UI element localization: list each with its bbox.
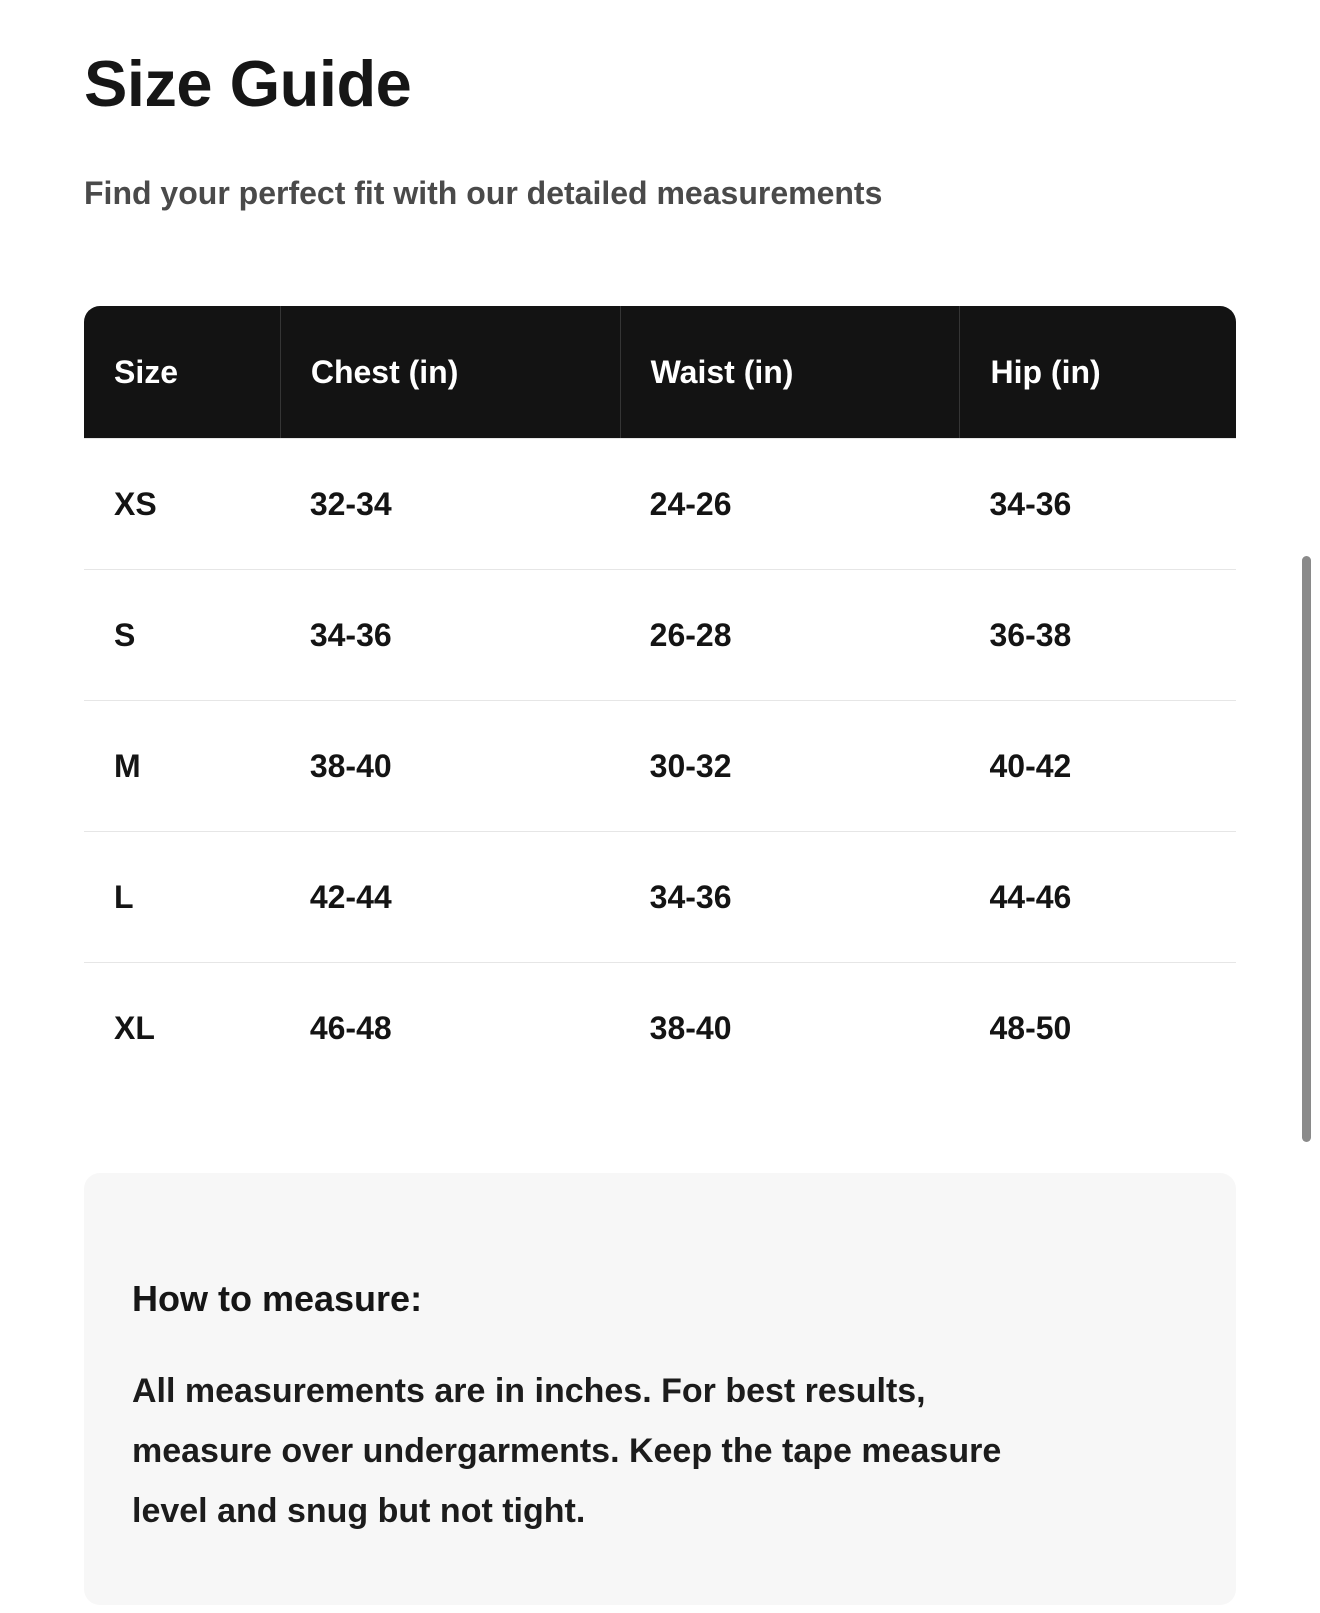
- column-header-waist: Waist (in): [620, 306, 960, 438]
- table-header-row: [84, 306, 1236, 438]
- hip-cell: 34-36: [989, 485, 1072, 522]
- size-cell: XL: [114, 1009, 155, 1046]
- paragraph-line: All measurements are in inches. For best results,: [132, 1372, 926, 1410]
- chest-cell: 42-44: [309, 878, 392, 915]
- page-title: Size Guide: [84, 47, 412, 120]
- how-to-measure-card: [84, 1173, 1236, 1605]
- chest-cell: 32-34: [309, 485, 392, 522]
- size-cell: XS: [114, 485, 157, 522]
- waist-cell: 34-36: [649, 878, 732, 915]
- vertical-scrollbar-thumb[interactable]: [1302, 556, 1311, 1142]
- page-subtitle: Find your perfect fit with our detailed measurements: [84, 175, 883, 211]
- chest-cell: 34-36: [309, 616, 392, 653]
- hip-cell: 36-38: [989, 616, 1072, 653]
- waist-cell: 24-26: [649, 485, 732, 522]
- hip-cell: 48-50: [989, 1009, 1072, 1046]
- column-header-chest: Chest (in): [280, 306, 620, 438]
- size-cell: L: [114, 878, 134, 915]
- waist-cell: 38-40: [649, 1009, 732, 1046]
- how-to-measure-paragraph: [132, 1361, 1132, 1541]
- size-cell: M: [114, 747, 141, 784]
- how-to-measure-heading: How to measure:: [132, 1278, 423, 1319]
- waist-cell: 26-28: [649, 616, 732, 653]
- size-cell: S: [114, 616, 136, 653]
- paragraph-line: measure over undergarments. Keep the tape measure: [132, 1432, 1002, 1470]
- table-row-s: [84, 569, 1236, 700]
- hip-cell: 44-46: [989, 878, 1072, 915]
- size-table: [84, 306, 1236, 1093]
- column-header-size: Size: [114, 353, 179, 390]
- table-body: [84, 438, 1236, 1093]
- waist-cell: 30-32: [649, 747, 732, 784]
- table-row-l: [84, 831, 1236, 962]
- column-header-hip: Hip (in): [959, 306, 1235, 438]
- chest-cell: 46-48: [309, 1009, 392, 1046]
- table-row-xs: [84, 438, 1236, 569]
- paragraph-line: level and snug but not tight.: [132, 1492, 586, 1530]
- table-row-m: [84, 700, 1236, 831]
- chest-cell: 38-40: [309, 747, 392, 784]
- hip-cell: 40-42: [989, 747, 1072, 784]
- table-row-xl: [84, 962, 1236, 1093]
